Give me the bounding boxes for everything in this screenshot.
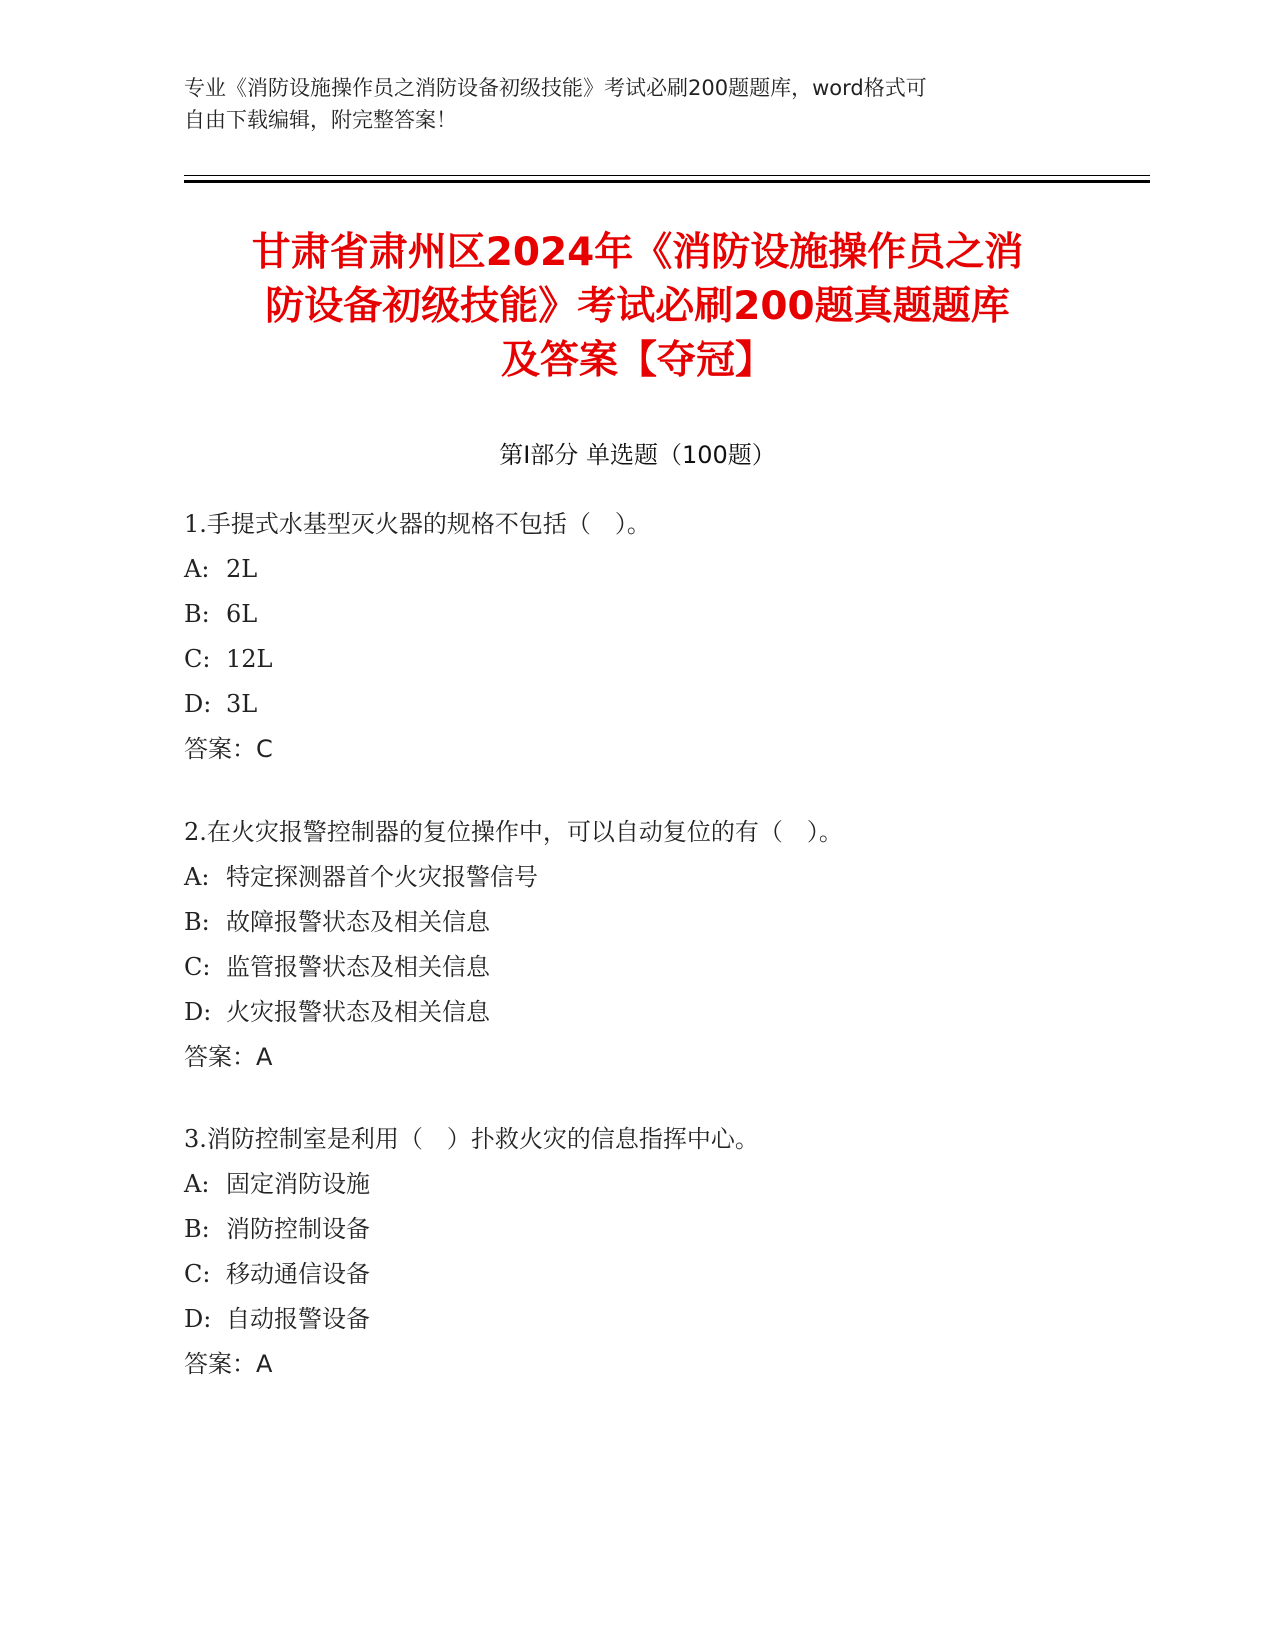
option-d	[184, 1297, 1124, 1342]
option-b	[184, 1207, 1124, 1252]
header-note-line-2: 自由下载编辑，附完整答案！	[184, 108, 457, 132]
question-stem: 3.消防控制室是利用（ ）扑救火灾的信息指挥中心。	[184, 1125, 759, 1153]
option-b	[184, 592, 1124, 637]
question-stem: 1.手提式水基型灭火器的规格不包括（ ）。	[184, 510, 651, 538]
option-letter: B:	[184, 908, 210, 936]
option-c	[184, 945, 1124, 990]
option-text: 6L	[226, 600, 258, 628]
answer-line: 答案：A	[184, 1043, 273, 1071]
header-note	[184, 72, 1064, 136]
option-letter: A:	[184, 863, 210, 891]
option-a	[184, 1162, 1124, 1207]
question-1	[184, 502, 1124, 772]
option-a	[184, 855, 1124, 900]
option-text: 移动通信设备	[226, 1260, 370, 1288]
option-text: 特定探测器首个火灾报警信号	[226, 863, 538, 891]
option-letter: A:	[184, 555, 210, 583]
option-letter: D:	[184, 690, 212, 718]
option-letter: C:	[184, 953, 211, 981]
question-stem: 2.在火灾报警控制器的复位操作中，可以自动复位的有（ ）。	[184, 818, 843, 846]
option-text: 消防控制设备	[226, 1215, 370, 1243]
header-rule-thick	[184, 180, 1150, 183]
option-text: 监管报警状态及相关信息	[226, 953, 490, 981]
document-title-line-1: 甘肃省肃州区2024年《消防设施操作员之消	[251, 230, 1024, 275]
option-text: 12L	[226, 645, 273, 673]
option-d	[184, 682, 1124, 727]
option-letter: D:	[184, 1305, 212, 1333]
header-rule-thin	[184, 175, 1150, 176]
question-2	[184, 810, 1124, 1080]
option-text: 故障报警状态及相关信息	[226, 908, 490, 936]
header-note-line-1: 专业《消防设施操作员之消防设备初级技能》考试必刷200题题库，word格式可	[184, 76, 927, 100]
option-text: 固定消防设施	[226, 1170, 370, 1198]
question-3	[184, 1117, 1124, 1387]
option-text: 火灾报警状态及相关信息	[226, 998, 490, 1026]
option-d	[184, 990, 1124, 1035]
option-letter: B:	[184, 600, 210, 628]
option-a	[184, 547, 1124, 592]
option-letter: C:	[184, 1260, 211, 1288]
document-title-line-2: 防设备初级技能》考试必刷200题真题题库	[265, 284, 1010, 329]
answer-line: 答案：A	[184, 1350, 273, 1378]
option-letter: A:	[184, 1170, 210, 1198]
option-letter: C:	[184, 645, 211, 673]
option-text: 2L	[226, 555, 258, 583]
document-title	[160, 226, 1115, 388]
option-c	[184, 1252, 1124, 1297]
option-b	[184, 900, 1124, 945]
option-letter: D:	[184, 998, 212, 1026]
answer-line: 答案：C	[184, 735, 273, 763]
option-c	[184, 637, 1124, 682]
document-title-line-3: 及答案【夺冠】	[500, 338, 774, 383]
option-text: 自动报警设备	[226, 1305, 370, 1333]
option-text: 3L	[226, 690, 258, 718]
section-title: 第Ⅰ部分 单选题（100题）	[499, 441, 776, 469]
option-letter: B:	[184, 1215, 210, 1243]
